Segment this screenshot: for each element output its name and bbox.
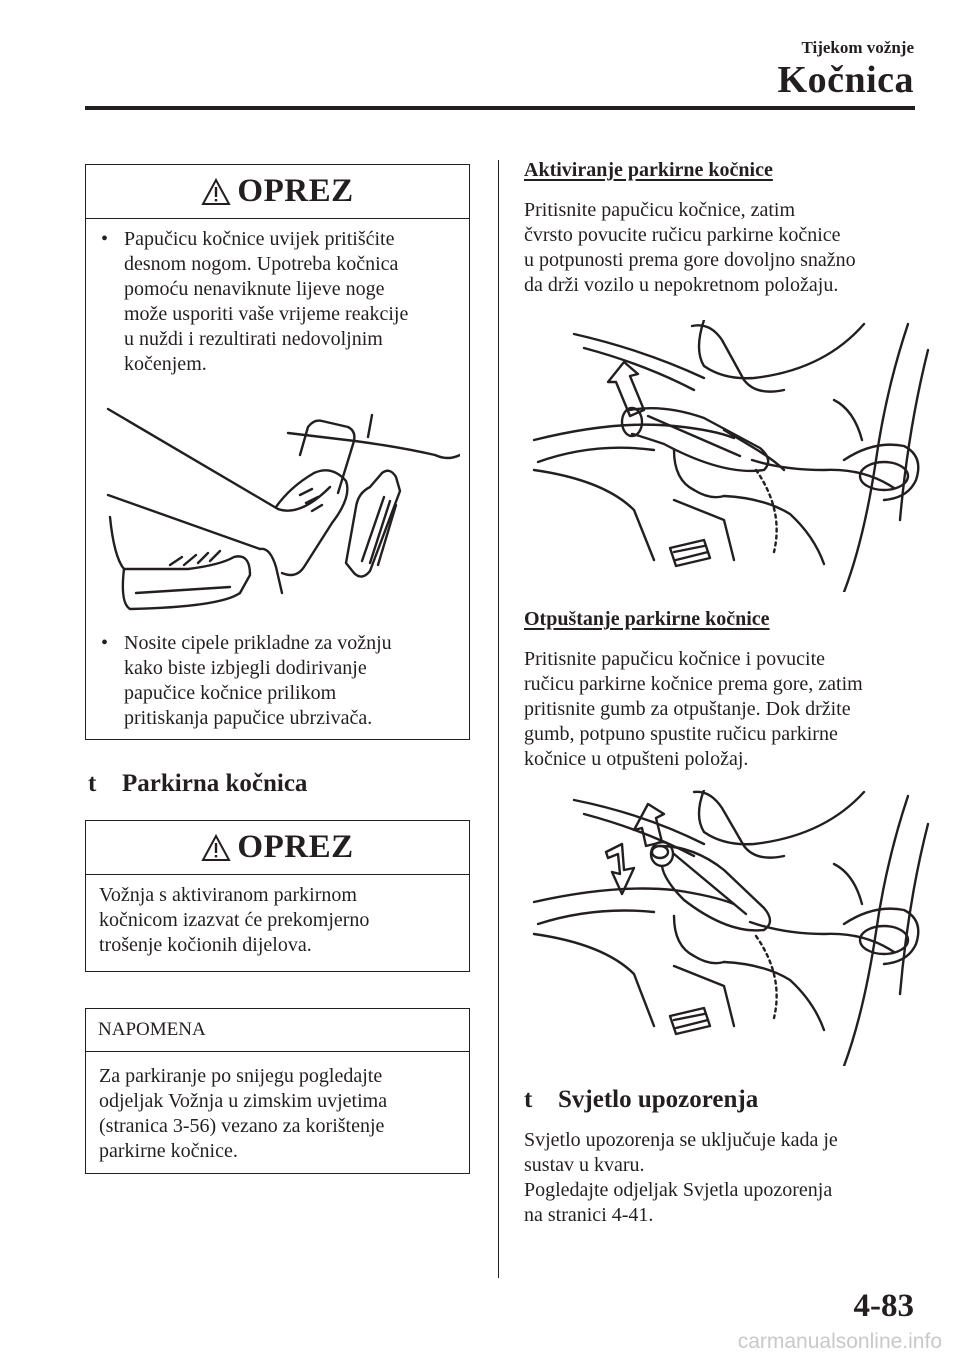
text-line: odjeljak Vožnja u zimskim uvjetima xyxy=(99,1090,388,1112)
parking-brake-apply-illustration xyxy=(524,320,934,592)
text-line: pritiskanja papučice ubrzivača. xyxy=(124,707,373,729)
watermark: carmanualsonline.info xyxy=(737,1330,942,1353)
text-line: desnom nogom. Upotreba kočnica xyxy=(124,253,399,275)
caution-box-parking xyxy=(85,820,470,972)
text-line: kočnice u otpušteni položaj. xyxy=(524,748,749,770)
text-line: kočenjem. xyxy=(124,353,207,375)
caution-header xyxy=(86,821,469,875)
text-line: Pogledajte odjeljak Svjetla upozorenja xyxy=(524,1179,833,1201)
section-title: Svjetlo upozorenja xyxy=(558,1086,759,1113)
text-line: u nuždi i rezultirati nedovoljnim xyxy=(124,328,383,350)
text-line: gumb, potpuno spustite ručicu parkirne xyxy=(524,723,838,745)
caution-title: OPREZ xyxy=(237,173,354,209)
section-marker: t xyxy=(88,770,97,797)
text-line: kočnicom izazvat će prekomjerno xyxy=(99,909,370,931)
caution-bullet-2 xyxy=(99,631,484,731)
header-rule xyxy=(85,106,915,110)
parking-brake-release-illustration xyxy=(524,790,934,1066)
bullet-marker: • xyxy=(101,632,109,654)
text-line: čvrsto povucite ručicu parkirne kočnice xyxy=(524,224,841,246)
note-header: NAPOMENA xyxy=(86,1009,469,1052)
text-line: kako biste izbjegli dodirivanje xyxy=(124,657,367,679)
text-line: pomoću nenaviknute lijeve noge xyxy=(124,278,385,300)
caution-header xyxy=(86,165,469,219)
note-box xyxy=(85,1008,470,1174)
section-heading-parking-brake xyxy=(88,770,307,798)
warning-triangle-icon xyxy=(201,834,231,862)
caution-text xyxy=(99,883,464,958)
apply-text xyxy=(524,198,924,298)
caution-bullet-1 xyxy=(99,227,484,377)
running-header-section: Tijekom vožnje xyxy=(801,38,914,57)
text-line: Nosite cipele prikladne za vožnju xyxy=(124,632,392,654)
text-line: može usporiti vaše vrijeme reakcije xyxy=(124,303,409,325)
text-line: u potpunosti prema gore dovoljno snažno xyxy=(524,249,856,271)
text-line: papučice kočnice prilikom xyxy=(124,682,337,704)
text-line: Svjetlo upozorenja se uključuje kada je xyxy=(524,1129,838,1151)
page-title: Kočnica xyxy=(777,59,914,101)
pedal-feet-illustration xyxy=(100,397,460,623)
section-title: Parkirna kočnica xyxy=(122,770,308,797)
text-line: ručicu parkirne kočnice prema gore, zatim xyxy=(524,673,863,695)
text-line: Pritisnite papučicu kočnice i povucite xyxy=(524,648,826,670)
subheading-release: Otpuštanje parkirne kočnice xyxy=(524,608,770,630)
page-number: 4-83 xyxy=(853,1288,914,1324)
bullet-marker: • xyxy=(101,228,109,250)
text-line: Vožnja s aktiviranom parkirnom xyxy=(99,884,357,906)
text-line: Za parkiranje po snijegu pogledajte xyxy=(99,1065,383,1087)
text-line: Pritisnite papučicu kočnice, zatim xyxy=(524,199,796,221)
text-line: sustav u kvaru. xyxy=(524,1154,645,1176)
text-line: parkirne kočnice. xyxy=(99,1140,238,1162)
section-marker: t xyxy=(524,1086,533,1113)
text-line: na stranici 4-41. xyxy=(524,1204,654,1226)
section-heading-warning-light xyxy=(524,1086,758,1114)
text-line: da drži vozilo u nepokretnom položaju. xyxy=(524,274,839,296)
release-text xyxy=(524,647,924,772)
warning-triangle-icon xyxy=(201,178,231,206)
warning-light-text xyxy=(524,1128,924,1228)
text-line: (stranica 3-56) vezano za korištenje xyxy=(99,1115,385,1137)
text-line: Papučicu kočnice uvijek pritišćite xyxy=(124,228,395,250)
subheading-apply: Aktiviranje parkirne kočnice xyxy=(524,159,773,181)
text-line: pritisnite gumb za otpuštanje. Dok držite xyxy=(524,698,851,720)
column-divider xyxy=(498,160,499,1278)
caution-title: OPREZ xyxy=(237,829,354,865)
note-text xyxy=(99,1064,464,1164)
caution-box-pedal xyxy=(85,164,470,740)
text-line: trošenje kočionih dijelova. xyxy=(99,934,312,956)
